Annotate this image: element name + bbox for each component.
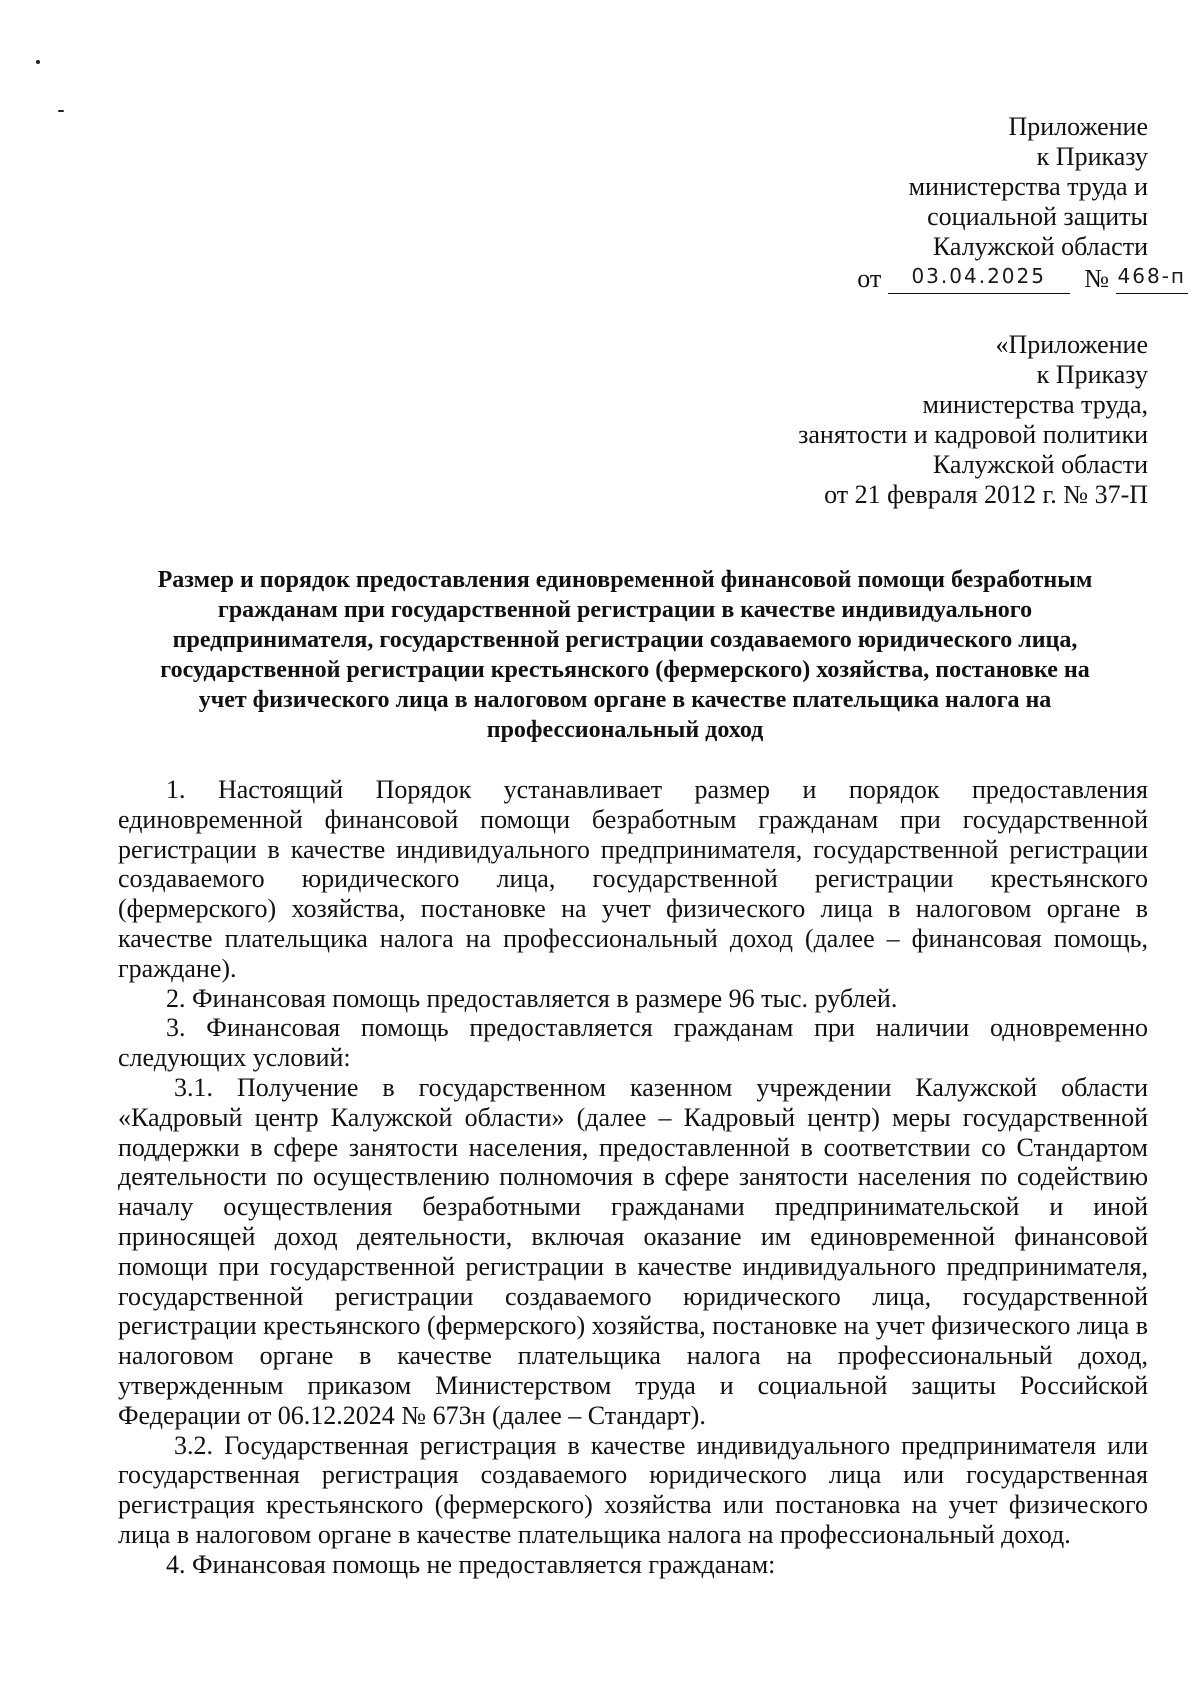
number-prefix: № <box>1084 264 1110 293</box>
appendix-header-line-1: Приложение <box>1008 112 1148 141</box>
paragraph-3-1: 3.1. Получение в государственном казенном учреждении Калужской области «Кадровый центр Калужской области» (далее – Кадровый центр) меры государственной поддержки в сфере занятости населения, предоставленной в соответствии со Стандартом деятельности по осуществлению полномочия в сфере занятости населения по содействию началу осуществления безработными гражданами предпринимательской и иной приносящей доход деятельности, включая оказание им единовременной финансовой помощи при государственной регистрации в качестве индивидуального предпринимателя, государственной регистрации создаваемого юридического лица, государственной регистрации крестьянского (фермерского) хозяйства, постановке на учет физического лица в налоговом органе в качестве плательщика налога на профессиональный доход, утвержденным приказом Министерством труда и социальной защиты Российской Федерации от 06.12.2024 № 673н (далее – Стандарт). <box>118 1072 1148 1430</box>
from-prefix: от <box>857 264 882 293</box>
appendix-header-line-3: министерства труда и <box>908 172 1148 201</box>
document-title <box>110 565 1140 745</box>
original-header-line-6: от 21 февраля 2012 г. № 37-П <box>824 480 1148 509</box>
original-header-line-1: «Приложение <box>995 330 1148 359</box>
title-line-5: учет физического лица в налоговом органе в качестве плательщика налога на <box>198 687 1052 713</box>
paragraph-3-2: 3.2. Государственная регистрация в качестве индивидуального предпринимателя или государственная регистрация создаваемого юридического лица или государственная регистрация крестьянского (фермерского) хозяйства или постановка на учет физического лица в налоговом органе в качестве плательщика налога на профессиональный доход. <box>118 1430 1148 1549</box>
scan-speck <box>36 60 40 64</box>
document-body <box>118 775 1148 1580</box>
title-line-1: Размер и порядок предоставления единовременной финансовой помощи безработным <box>157 567 1093 593</box>
appendix-header <box>857 112 1186 294</box>
paragraph-1: 1. Настоящий Порядок устанавливает размер и порядок предоставления единовременной финансовой помощи безработным гражданам при государственной регистрации в качестве индивидуального предпринимателя, государственной регистрации создаваемого юридического лица, государственной регистрации крестьянского (фермерского) хозяйства, постановке на учет физического лица в налоговом органе в качестве плательщика налога на профессиональный доход (далее – финансовая помощь, граждане). <box>118 775 1148 983</box>
appendix-header-line-5: Калужской области <box>932 232 1148 261</box>
paragraph-3: 3. Финансовая помощь предоставляется гражданам при наличии одновременно следующих условий: <box>118 1013 1148 1073</box>
paragraph-4: 4. Финансовая помощь не предоставляется гражданам: <box>166 1549 776 1579</box>
handwritten-number: 468-п <box>1117 264 1186 288</box>
paragraph-2: 2. Финансовая помощь предоставляется в размере 96 тыс. рублей. <box>166 983 898 1013</box>
appendix-header-line-2: к Приказу <box>1036 142 1148 171</box>
original-header-line-5: Калужской области <box>932 450 1148 479</box>
title-line-2: гражданам при государственной регистрации в качестве индивидуального <box>217 597 1033 623</box>
title-line-6: профессиональный доход <box>486 717 764 743</box>
handwritten-date-field <box>888 266 1070 294</box>
scan-speck <box>58 110 64 112</box>
original-appendix-header <box>798 330 1148 510</box>
handwritten-date: 03.04.2025 <box>911 264 1046 288</box>
appendix-date-number-line <box>857 264 1188 294</box>
title-line-3: предпринимателя, государственной регистрации создаваемого юридического лица, <box>172 627 1078 653</box>
original-header-line-3: министерства труда, <box>922 390 1148 419</box>
original-header-line-2: к Приказу <box>1036 360 1148 389</box>
title-line-4: государственной регистрации крестьянского (фермерского) хозяйства, постановке на <box>160 657 1090 683</box>
appendix-header-line-4: социальной защиты <box>927 202 1148 231</box>
handwritten-number-field <box>1116 266 1188 294</box>
original-header-line-4: занятости и кадровой политики <box>798 420 1148 449</box>
